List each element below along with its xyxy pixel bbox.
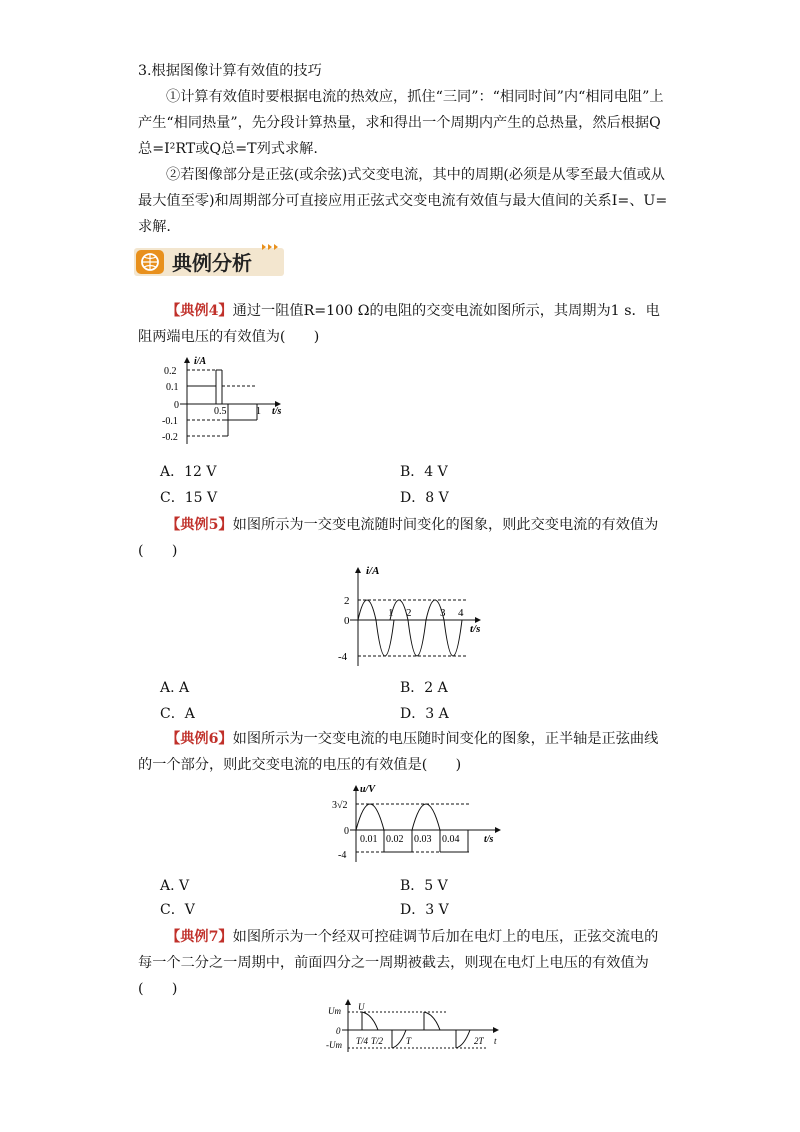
svg-text:t/s: t/s <box>484 834 494 845</box>
example-5-text: 如图所示为一交变电流随时间变化的图象，则此交变电流的有效值为( ) <box>138 517 659 559</box>
example-4-text: 通过一阻值R=100 Ω的电阻的交变电流如图所示，其周期为1 s．电阻两端电压的有效值为( ) <box>138 303 660 345</box>
example-5-label: 【典例5】 <box>166 517 233 533</box>
svg-text:0.5: 0.5 <box>214 406 227 417</box>
svg-text:0.01: 0.01 <box>360 834 378 845</box>
example-7-label: 【典例7】 <box>166 929 233 945</box>
example-5-option-a: A. A <box>160 680 190 696</box>
example-4-question <box>138 298 668 350</box>
example-4-option-c: C．15 V <box>160 490 218 506</box>
svg-text:-4: -4 <box>338 651 348 663</box>
svg-text:0.2: 0.2 <box>164 366 177 377</box>
example-5-question <box>138 512 668 564</box>
svg-text:t/s: t/s <box>272 406 282 417</box>
svg-text:0.1: 0.1 <box>166 382 179 393</box>
svg-text:u/V: u/V <box>360 784 376 795</box>
svg-text:0: 0 <box>344 826 349 837</box>
svg-text:i/A: i/A <box>194 356 207 367</box>
svg-text:1: 1 <box>388 607 394 619</box>
svg-text:0: 0 <box>336 1026 341 1036</box>
example-4-label: 【典例4】 <box>166 303 233 319</box>
tip-paragraph-2: ②若图像部分是正弦(或余弦)式交变电流，其中的周期(必须是从零至最大值或从最大值至零)和周期部分可直接应用正弦式交变电流有效值与最大值间的关系I=、U=求解. <box>138 167 668 235</box>
example-5-graph <box>330 562 490 672</box>
svg-text:-Um: -Um <box>326 1040 342 1050</box>
example-4-option-a: A．12 V <box>160 464 217 480</box>
example-6-text: 如图所示为一交变电流的电压随时间变化的图象，正半轴是正弦曲线的一个部分，则此交变电流的电压的有效值是( ) <box>138 731 659 773</box>
svg-text:1: 1 <box>256 406 261 417</box>
svg-text:0.03: 0.03 <box>414 834 432 845</box>
svg-text:-4: -4 <box>338 850 347 861</box>
banner-text: 典例分析 <box>172 251 252 275</box>
example-6-option-c: C．V <box>160 902 195 918</box>
svg-text:t: t <box>494 1036 497 1046</box>
banner-graphic <box>134 242 284 278</box>
svg-text:0: 0 <box>344 615 350 627</box>
example-5-option-d: D．3 A <box>400 706 449 722</box>
example-7-question <box>138 924 668 1002</box>
svg-text:0: 0 <box>174 400 179 411</box>
section-title: 3.根据图像计算有效值的技巧 <box>138 63 322 79</box>
example-5-option-b: B．2 A <box>400 680 448 696</box>
example-6-option-b: B．5 V <box>400 878 448 894</box>
example-5-option-c: C．A <box>160 706 195 722</box>
example-4-option-d: D．8 V <box>400 490 449 506</box>
svg-text:T: T <box>406 1036 412 1046</box>
svg-text:U: U <box>358 1002 365 1012</box>
example-6-label: 【典例6】 <box>166 731 233 747</box>
example-6-option-d: D．3 V <box>400 902 449 918</box>
example-7-graph <box>326 998 506 1056</box>
svg-text:0.04: 0.04 <box>442 834 460 845</box>
svg-text:2: 2 <box>406 607 412 619</box>
svg-text:-0.2: -0.2 <box>162 432 178 443</box>
example-6-option-a: A. V <box>160 878 190 894</box>
example-4-option-b: B．4 V <box>400 464 448 480</box>
svg-text:-0.1: -0.1 <box>162 416 178 427</box>
svg-text:T/4: T/4 <box>356 1036 369 1046</box>
tip-paragraph-1: ①计算有效值时要根据电流的热效应，抓住“三同”：“相同时间”内“相同电阻”上产生“相同热量”，先分段计算热量，求和得出一个周期内产生的总热量，然后根据Q总=I²RT或Q总=T列式求解. <box>138 89 664 157</box>
svg-text:2: 2 <box>344 595 350 607</box>
svg-text:2T: 2T <box>474 1036 484 1046</box>
example-analysis-banner <box>134 242 284 278</box>
svg-text:4: 4 <box>458 607 464 619</box>
svg-text:Um: Um <box>328 1006 341 1016</box>
example-6-graph <box>330 782 510 868</box>
svg-text:0.02: 0.02 <box>386 834 404 845</box>
svg-text:T/2: T/2 <box>371 1036 384 1046</box>
svg-text:t/s: t/s <box>470 623 481 635</box>
svg-text:3√2: 3√2 <box>332 800 348 811</box>
svg-text:3: 3 <box>440 607 446 619</box>
svg-text:i/A: i/A <box>366 565 380 577</box>
example-6-question <box>138 726 668 778</box>
example-7-text: 如图所示为一个经双可控硅调节后加在电灯上的电压，正弦交流电的每一个二分之一周期中，前面四分之一周期被截去，则现在电灯上电压的有效值为( ) <box>138 929 659 997</box>
example-4-graph <box>160 352 290 452</box>
